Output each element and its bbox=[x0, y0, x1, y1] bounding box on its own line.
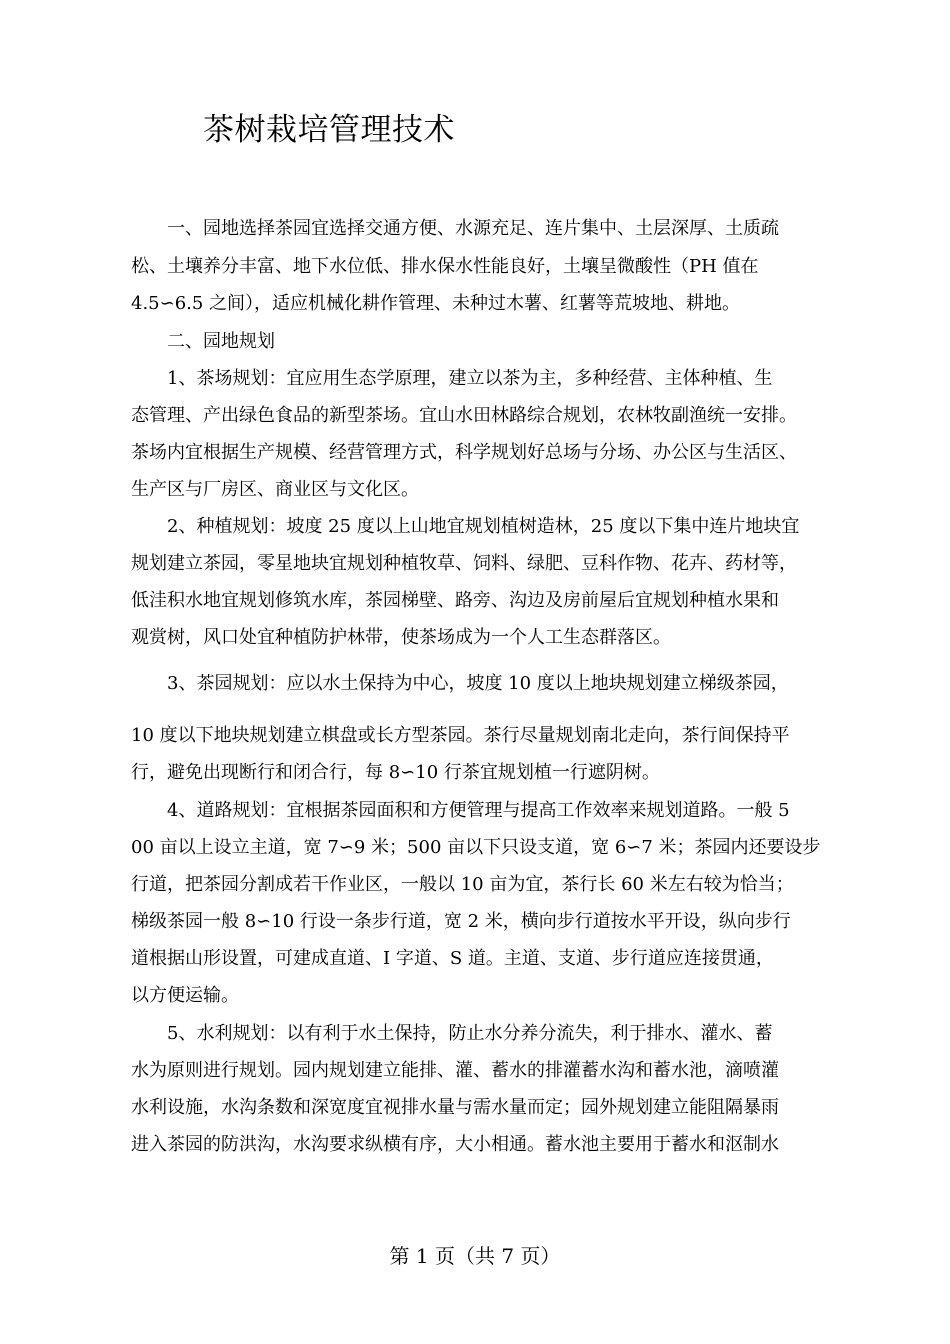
paragraph-line: 4.5∽6.5 之间），适应机械化耕作管理、未种过木薯、红薯等荒坡地、耕地。 bbox=[131, 293, 741, 314]
paragraph-line: 00 亩以上设立主道，宽 7∽9 米；500 亩以下只设支道，宽 6∽7 米；茶园内还要设步 bbox=[131, 837, 821, 858]
paragraph-line: 4、道路规划：宜根据茶园面积和方便管理与提高工作效率来规划道路。一般 5 bbox=[131, 800, 790, 821]
paragraph-line: 1、茶场规划：宜应用生态学原理，建立以茶为主，多种经营、主体种植、生 bbox=[131, 368, 773, 389]
document-title: 茶树栽培管理技术 bbox=[203, 112, 455, 148]
paragraph-line: 5、水利规划：以有利于水土保持，防止水分养分流失，利于排水、灌水、蓄 bbox=[131, 1023, 773, 1044]
paragraph-line: 水为原则进行规划。园内规划建立能排、灌、蓄水的排灌蓄水沟和蓄水池，滴喷灌 bbox=[131, 1060, 779, 1081]
paragraph-line: 低洼积水地宜规划修筑水库，茶园梯壁、路旁、沟边及房前屋后宜规划种植水果和 bbox=[131, 590, 779, 611]
paragraph-line: 观赏树，风口处宜种植防护林带，使茶场成为一个人工生态群落区。 bbox=[131, 627, 671, 648]
paragraph-line: 10 度以下地块规划建立棋盘或长方型茶园。茶行尽量规划南北走向，茶行间保持平 bbox=[131, 725, 790, 746]
paragraph-line: 道根据山形设置，可建成直道、I 字道、S 道。主道、支道、步行道应连接贯通， bbox=[131, 948, 774, 969]
paragraph-line: 3、茶园规划：应以水土保持为中心，坡度 10 度以上地块规划建立梯级茶园， bbox=[131, 673, 789, 694]
section-heading: 二、园地规划 bbox=[131, 331, 275, 352]
paragraph-line: 行道，把茶园分割成若干作业区，一般以 10 亩为宜，茶行长 60 米左右较为恰当； bbox=[131, 874, 794, 895]
paragraph-line: 生产区与厂房区、商业区与文化区。 bbox=[131, 479, 419, 500]
paragraph-line: 规划建立茶园，零星地块宜规划种植牧草、饲料、绿肥、豆科作物、花卉、药材等， bbox=[131, 553, 797, 574]
page-number-footer: 第 1 页（共 7 页） bbox=[389, 1244, 561, 1268]
paragraph-line: 2、种植规划：坡度 25 度以上山地宜规划植树造林，25 度以下集中连片地块宜 bbox=[131, 516, 800, 537]
paragraph-line: 水利设施，水沟条数和深宽度宜视排水量与需水量而定；园外规划建立能阻隔暴雨 bbox=[131, 1097, 779, 1118]
paragraph-line: 行，避免出现断行和闭合行，每 8∽10 行茶宜规划植一行遮阴树。 bbox=[131, 762, 660, 783]
paragraph-line: 松、土壤养分丰富、地下水位低、排水保水性能良好，土壤呈微酸性（PH 值在 bbox=[131, 256, 759, 277]
paragraph-line: 态管理、产出绿色食品的新型茶场。宜山水田林路综合规划，农林牧副渔统一安排。 bbox=[131, 405, 797, 426]
paragraph-line: 茶场内宜根据生产规模、经营管理方式，科学规划好总场与分场、办公区与生活区、 bbox=[131, 442, 797, 463]
paragraph-line: 梯级茶园一般 8∽10 行设一条步行道，宽 2 米，横向步行道按水平开设，纵向步行 bbox=[131, 911, 791, 932]
paragraph-line: 一、园地选择茶园宜选择交通方便、水源充足、连片集中、土层深厚、土质疏 bbox=[131, 218, 779, 239]
paragraph-line: 进入茶园的防洪沟，水沟要求纵横有序，大小相通。蓄水池主要用于蓄水和沤制水 bbox=[131, 1134, 779, 1155]
paragraph-line: 以方便运输。 bbox=[131, 985, 239, 1006]
